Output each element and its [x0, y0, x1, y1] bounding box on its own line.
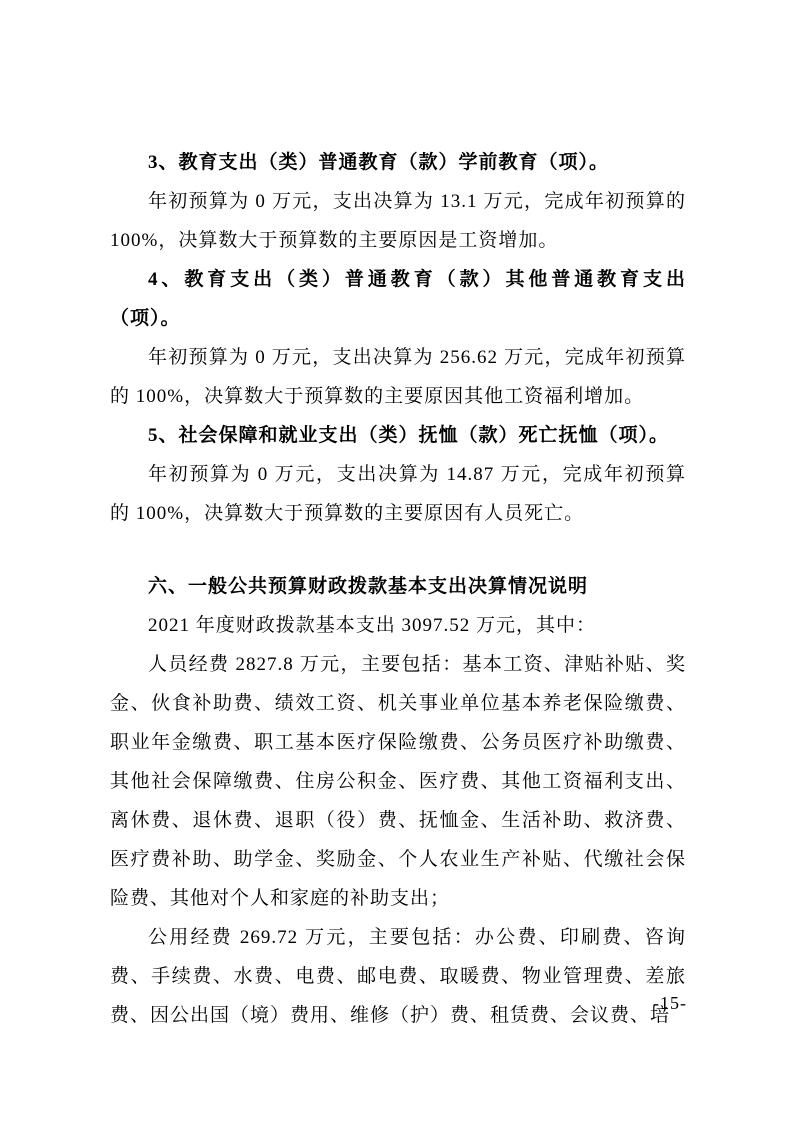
- heading-item-5: 5、社会保障和就业支出（类）抚恤（款）死亡抚恤（项）。: [148, 425, 670, 446]
- paragraph-item-5-detail: 年初预算为 0 万元，支出决算为 14.87 万元，完成年初预算的 100%，决算数大于预算数的主要原因有人员死亡。: [110, 464, 686, 524]
- paragraph-personnel-expenses: 人员经费 2827.8 万元，主要包括：基本工资、津贴补贴、奖金、伙食补助费、绩效工资、机关事业单位基本养老保险缴费、职业年金缴费、职工基本医疗保险缴费、公务员医疗补助缴费、其他社会保障缴费、住房公积金、医疗费、其他工资福利支出、离休费、退休费、退职（役）费、抚恤金、生活补助、救济费、医疗费补助、助学金、奖励金、个人农业生产补贴、代缴社会保险费、其他对个人和家庭的补助支出；: [110, 654, 686, 909]
- heading-item-4: 4、教育支出（类）普通教育（款）其他普通教育支出（项）。: [110, 269, 686, 329]
- paragraph-item-4-detail: 年初预算为 0 万元，支出决算为 256.62 万元，完成年初预算的 100%，决算数大于预算数的主要原因其他工资福利增加。: [110, 347, 686, 407]
- heading-section-six: 六、一般公共预算财政拨款基本支出决算情况说明: [148, 576, 589, 597]
- document-content: [110, 143, 686, 1035]
- paragraph-item-3-detail: 年初预算为 0 万元，支出决算为 13.1 万元，完成年初预算的 100%，决算数大于预算数的主要原因是工资增加。: [110, 191, 686, 251]
- page-number: -15-: [653, 993, 687, 1013]
- paragraph-total-expenditure: 2021 年度财政拨款基本支出 3097.52 万元，其中：: [148, 615, 597, 636]
- paragraph-public-expenses: 公用经费 269.72 万元，主要包括：办公费、印刷费、咨询费、手续费、水费、电费、邮电费、取暖费、物业管理费、差旅费、因公出国（境）费用、维修（护）费、租赁费、会议费、培: [110, 927, 686, 1026]
- heading-item-3: 3、教育支出（类）普通教育（款）学前教育（项）。: [148, 152, 610, 173]
